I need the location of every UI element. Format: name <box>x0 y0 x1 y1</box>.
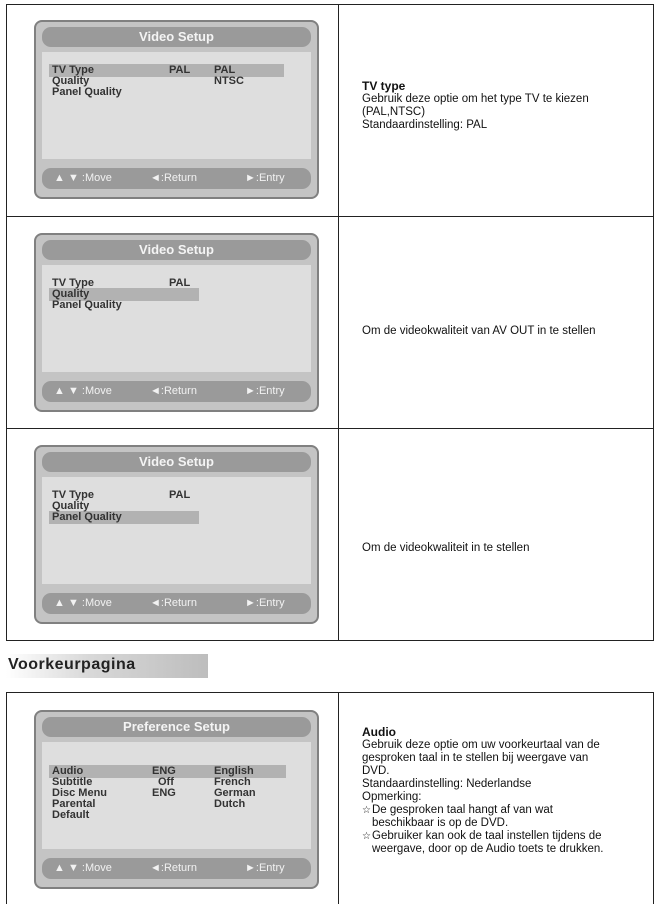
desc-line: Standaardinstelling: PAL <box>362 119 488 131</box>
subtitle-value: Off <box>158 776 174 788</box>
tv-type-value: PAL <box>169 489 191 501</box>
note-item <box>362 830 657 856</box>
star-icon: ☆ <box>362 831 371 842</box>
desc-line: Gebruik deze optie om uw voorkeurtaal van de <box>362 739 600 751</box>
tv-type-value: PAL <box>169 64 191 76</box>
osd-menu <box>34 233 319 412</box>
move-hint: ▲ ▼ :Move <box>54 385 112 397</box>
entry-hint: ►:Entry <box>245 597 285 609</box>
table-row <box>7 429 653 642</box>
desc-line: DVD. <box>362 765 390 777</box>
osd-footer <box>42 593 311 614</box>
description <box>362 726 657 856</box>
menu-item-tv-type[interactable]: TV Type <box>52 489 94 501</box>
osd-menu <box>34 445 319 624</box>
menu-item-default[interactable]: Default <box>52 809 90 821</box>
entry-hint: ►:Entry <box>245 172 285 184</box>
osd-footer <box>42 381 311 402</box>
menu-item-quality[interactable]: Quality <box>52 500 90 512</box>
section-heading <box>6 654 208 678</box>
return-hint: ◄:Return <box>150 597 197 609</box>
desc-line: Om de videokwaliteit in te stellen <box>362 542 530 554</box>
menu-item-quality[interactable]: Quality <box>52 288 90 300</box>
return-hint: ◄:Return <box>150 862 197 874</box>
audio-value: ENG <box>152 765 176 777</box>
osd-title: Video Setup <box>42 240 311 260</box>
desc-line: Opmerking: <box>362 791 422 803</box>
menu-item-subtitle[interactable]: Subtitle <box>52 776 93 788</box>
move-hint: ▲ ▼ :Move <box>54 172 112 184</box>
note-line: Gebruiker kan ook de taal instellen tijdens de <box>372 830 602 842</box>
menu-item-audio[interactable]: Audio <box>52 765 84 777</box>
section-title: Voorkeurpagina <box>8 656 136 673</box>
osd-title: Video Setup <box>42 452 311 472</box>
column-divider <box>338 693 339 904</box>
desc-line: Om de videokwaliteit van AV OUT in te stellen <box>362 325 596 337</box>
menu-item-panel-quality[interactable]: Panel Quality <box>52 86 122 98</box>
osd-title: Video Setup <box>42 27 311 47</box>
note-item <box>362 804 657 830</box>
return-hint: ◄:Return <box>150 385 197 397</box>
option-dutch[interactable]: Dutch <box>214 798 246 810</box>
menu-item-disc-menu[interactable]: Disc Menu <box>52 787 108 799</box>
description <box>362 325 596 338</box>
desc-line: (PAL,NTSC) <box>362 106 426 118</box>
desc-line: Gebruik deze optie om het type TV te kiezen <box>362 93 589 105</box>
menu-item-parental[interactable]: Parental <box>52 798 96 810</box>
desc-line: Standaardinstelling: Nederlandse <box>362 778 532 790</box>
menu-item-panel-quality[interactable]: Panel Quality <box>52 511 122 523</box>
preference-setup-table <box>6 692 654 904</box>
option-german[interactable]: German <box>214 787 256 799</box>
osd-footer <box>42 858 311 879</box>
tv-type-value: PAL <box>169 277 191 289</box>
osd-menu <box>34 710 319 889</box>
osd-body <box>42 52 311 159</box>
move-hint: ▲ ▼ :Move <box>54 597 112 609</box>
osd-footer <box>42 168 311 189</box>
description <box>362 542 529 555</box>
move-hint: ▲ ▼ :Move <box>54 862 112 874</box>
osd-title: Preference Setup <box>42 717 311 737</box>
menu-item-panel-quality[interactable]: Panel Quality <box>52 299 122 311</box>
menu-item-tv-type[interactable]: TV Type <box>52 64 94 76</box>
osd-body <box>42 265 311 372</box>
desc-line: gesproken taal in te stellen bij weergave van <box>362 752 589 764</box>
option-english[interactable]: English <box>214 765 254 777</box>
osd-menu <box>34 20 319 199</box>
return-hint: ◄:Return <box>150 172 197 184</box>
option-ntsc[interactable]: NTSC <box>214 75 244 87</box>
note-line: beschikbaar is op de DVD. <box>372 817 509 829</box>
option-french[interactable]: French <box>214 776 251 788</box>
desc-heading: Audio <box>362 725 396 739</box>
video-setup-table <box>6 4 654 641</box>
disc-menu-value: ENG <box>152 787 176 799</box>
description <box>362 80 589 132</box>
menu-item-tv-type[interactable]: TV Type <box>52 277 94 289</box>
menu-item-quality[interactable]: Quality <box>52 75 90 87</box>
option-pal[interactable]: PAL <box>214 64 236 76</box>
desc-heading: TV type <box>362 79 406 93</box>
entry-hint: ►:Entry <box>245 862 285 874</box>
note-line: De gesproken taal hangt af van wat <box>372 804 553 816</box>
entry-hint: ►:Entry <box>245 385 285 397</box>
note-line: weergave, door op de Audio toets te drukken. <box>372 843 604 855</box>
osd-body <box>42 477 311 584</box>
table-row <box>7 217 653 429</box>
table-row <box>7 5 653 217</box>
osd-body <box>42 742 311 849</box>
star-icon: ☆ <box>362 805 371 816</box>
